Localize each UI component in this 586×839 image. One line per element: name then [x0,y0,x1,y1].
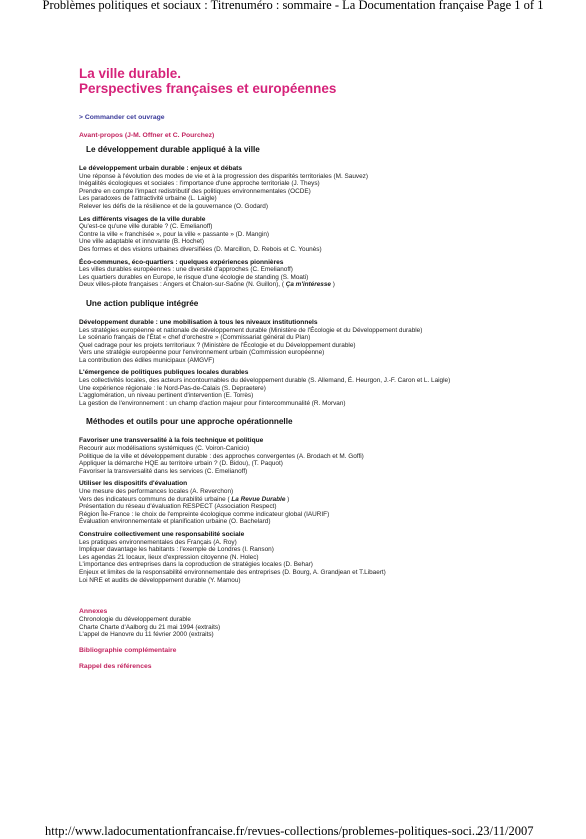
list-item[interactable]: Recourir aux modélisations systémiques (C. Voiron-Canicio) [79,445,250,453]
revue-durable-link[interactable]: La Revue Durable [231,495,286,503]
bibliography-link[interactable]: Bibliographie complémentaire [79,646,177,654]
list-item[interactable]: Une réponse à l'évolution des modes de vie et à la progression des disparités territoriales (M. Sauvez) [79,172,368,180]
list-item[interactable]: Une ville adaptable et innovante (B. Hochet) [79,238,205,246]
list-item[interactable]: Contre la ville « franchisée », pour la ville « passante » (D. Mangin) [79,230,270,238]
footer-url: http://www.ladocumentationfrancaise.fr/revues-collections/problemes-politiques-soci... [45,824,482,838]
list-item-text: Deux villes-pilote françaises : Angers et Chalon-sur-Saône (N. Guillon), ( [79,281,286,289]
subsection-title: Le développement urbain durable : enjeux et débats [79,165,243,172]
list-item-text: Vers des indicateurs communs de durabilité urbaine ( [79,495,232,503]
list-item[interactable] [79,281,549,289]
section-title: Une action publique intégrée [86,298,199,308]
section-title: Méthodes et outils pour une approche opérationnelle [86,417,293,427]
subsection-title: L'émergence de politiques publiques locales durables [79,369,249,377]
title-line-2: Perspectives françaises et européennes [79,81,337,96]
subsection-title: Favoriser une transversalité à la fois technique et politique [79,437,264,445]
interest-link[interactable]: Ça m'intéresse [285,281,331,289]
list-item[interactable]: Politique de la ville et développement durable : des approches convergentes (A. Brodach et M. Goffi) [79,452,364,460]
list-item[interactable]: Région Île-France : le choix de l'empreinte écologique comme indicateur global (IAURIF) [79,510,330,518]
list-item[interactable]: Relever les défis de la résilience et de la gouvernance (O. Godard) [79,202,268,210]
list-item[interactable]: Loi NRE et audits de développement durable (Y. Mamou) [79,576,241,584]
subsection-title: Utiliser les dispositifs d'évaluation [79,480,188,488]
order-link[interactable]: > Commander cet ouvrage [79,114,165,121]
list-item[interactable]: Les quartiers durables en Europe, le risque d'une écologie de standing (S. Moati) [79,273,309,281]
list-item-close: ) [285,495,290,503]
list-item[interactable]: Quel cadrage pour les projets territoriaux ? (Ministère de l'Écologie et du Développement durable) [79,341,356,349]
list-item[interactable]: Prendre en compte l'impact redistributif des politiques environnementales (OCDE) [79,187,311,195]
list-item[interactable]: Vers une stratégie européenne pour l'environnement urbain (Commission européenne) [79,349,325,357]
list-item[interactable]: Qu'est-ce qu'une ville durable ? (C. Emelianoff) [79,223,213,231]
list-item[interactable]: Les stratégies européenne et nationale de développement durable (Ministère de l'Écologie et du Développement durable) [79,326,423,334]
annexes-title[interactable]: Annexes [79,608,108,616]
list-item[interactable]: Les agendas 21 locaux, lieux d'expression citoyenne (N. Holec) [79,553,259,561]
list-item[interactable]: Une expérience régionale : le Nord-Pas-de-Calais (S. Depraetere) [79,384,266,392]
references-link[interactable]: Rappel des références [79,662,152,670]
list-item[interactable]: Une mesure des performances locales (A. Reverchon) [79,488,234,495]
list-item[interactable] [79,496,549,504]
list-item-close: ) [330,281,335,289]
list-item[interactable]: Les pratiques environnementales des Français (A. Roy) [79,538,237,546]
list-item[interactable]: Les paradoxes de l'attractivité urbaine (L. Laigle) [79,195,217,203]
list-item[interactable]: Présentation du réseau d'évaluation RESPECT (Association Respect) [79,503,277,511]
subsection-title: Les différents visages de la ville durable [79,215,206,223]
page-title [79,66,549,96]
annex-item[interactable]: Charte Charte d'Aalborg du 21 mai 1994 (extraits) [79,623,221,631]
list-item[interactable]: Le scénario français de l'État « chef d'orchestre » (Commissariat général du Plan) [79,334,311,342]
section-title: Le développement durable appliqué à la ville [86,145,260,154]
annex-item[interactable]: Chronologie du développement durable [79,616,191,624]
list-item[interactable]: Inégalités écologiques et sociales : l'importance d'une approche territoriale (J. Theys) [79,180,320,188]
subsection-title: Développement durable : une mobilisation à tous les niveaux institutionnels [79,318,318,326]
title-line-1: La ville durable. [79,66,182,81]
list-item[interactable]: Les villes durables européennes : une diversité d'approches (C. Emelianoff) [79,266,293,274]
list-item[interactable]: Favoriser la transversalité dans les services (C. Emelianoff) [79,467,248,475]
list-item[interactable]: Appliquer la démarche HQE au territoire urbain ? (D. Bidou), (T. Paquot) [79,460,283,468]
page-content [79,66,549,671]
browser-print-header: Problèmes politiques et sociaux : Titrenuméro : sommaire - La Documentation française Page 1 of 1 [42,0,544,12]
foreword-link[interactable]: Avant-propos (J-M. Offner et C. Pourchez) [79,132,215,139]
subsection-title: Éco-communes, éco-quartiers : quelques expériences pionnières [79,258,284,266]
list-item[interactable]: Impliquer davantage les habitants : l'exemple de Londres (I. Ranson) [79,546,274,554]
list-item[interactable]: L'importance des entreprises dans la coproduction de stratégies locales (D. Behar) [79,561,313,569]
list-item[interactable]: Enjeux et limites de la responsabilité environnementale des entreprises (D. Bourg, A. Grandjean et T.Libaert) [79,568,386,576]
annex-item[interactable]: L'appel de Hanovre du 11 février 2000 (extraits) [79,631,214,639]
list-item[interactable]: Des formes et des visions urbaines diversifiées (D. Marcillon, D. Rebois et C. Younès) [79,245,322,253]
footer-date: 23/11/2007 [477,824,534,838]
list-item[interactable]: La gestion de l'environnement : un champ d'action majeur pour l'intercommunalité (R. Morvan) [79,399,346,407]
list-item[interactable]: La contribution des édiles municipaux (AMGVF) [79,356,215,364]
list-item[interactable]: Évaluation environnementale et planification urbaine (O. Bachelard) [79,518,271,526]
list-item[interactable]: Les collectivités locales, des acteurs incontournables du développement durable (S. Allemand, É. Heurgon, J.-F. Caron et L. Laigle) [79,377,451,385]
subsection-title: Construire collectivement une responsabilité sociale [79,530,245,538]
list-item[interactable]: L'agglomération, un niveau pertinent d'intervention (E. Torrès) [79,392,254,400]
